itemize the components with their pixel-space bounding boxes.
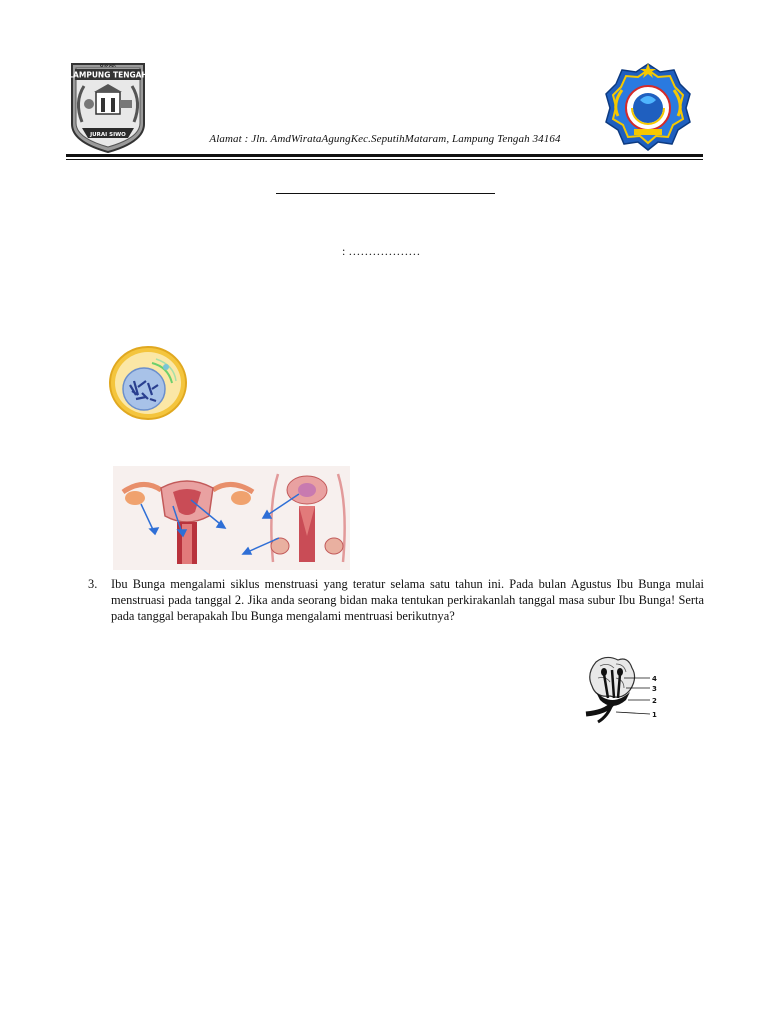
svg-text:2: 2: [652, 697, 657, 705]
reproductive-organs-diagram-icon: [113, 466, 350, 570]
header-divider-thin: [66, 159, 703, 160]
fill-in-field: : ………………: [342, 244, 421, 258]
title-underline: [276, 193, 495, 194]
header-divider: [66, 154, 703, 157]
svg-text:3: 3: [652, 685, 657, 693]
question-number: 3.: [88, 577, 98, 591]
svg-text:1: 1: [652, 711, 657, 719]
question-text: Ibu Bunga mengalami siklus menstruasi yang teratur selama satu tahun ini. Pada bulan Agustus Ibu Bunga mulai menstruasi pada tanggal 2. Jika anda seorang bidan maka tentukan perkirakanlah tanggal masa subur Ibu Bunga! Serta pada tanggal berapakah Ibu Bunga mengalami mentruasi berikutnya?: [111, 577, 704, 623]
school-address: Alamat : Jln. AmdWirataAgungKec.SeputihMataram, Lampung Tengah 34164: [209, 133, 561, 145]
cell-nucleus-icon: [108, 345, 188, 421]
svg-text:4: 4: [652, 675, 657, 683]
lampung-tengah-crest-icon: [68, 62, 148, 154]
school-emblem-icon: [602, 60, 694, 152]
svg-text:JURAI SIWO: JURAI SIWO: [90, 132, 126, 138]
svg-text:LAMPUNG TENGAH: LAMPUNG TENGAH: [68, 70, 148, 80]
flower-diagram-icon: [576, 654, 664, 724]
svg-text:ᨔᨀᨒ: ᨔᨀᨒ: [99, 62, 117, 69]
